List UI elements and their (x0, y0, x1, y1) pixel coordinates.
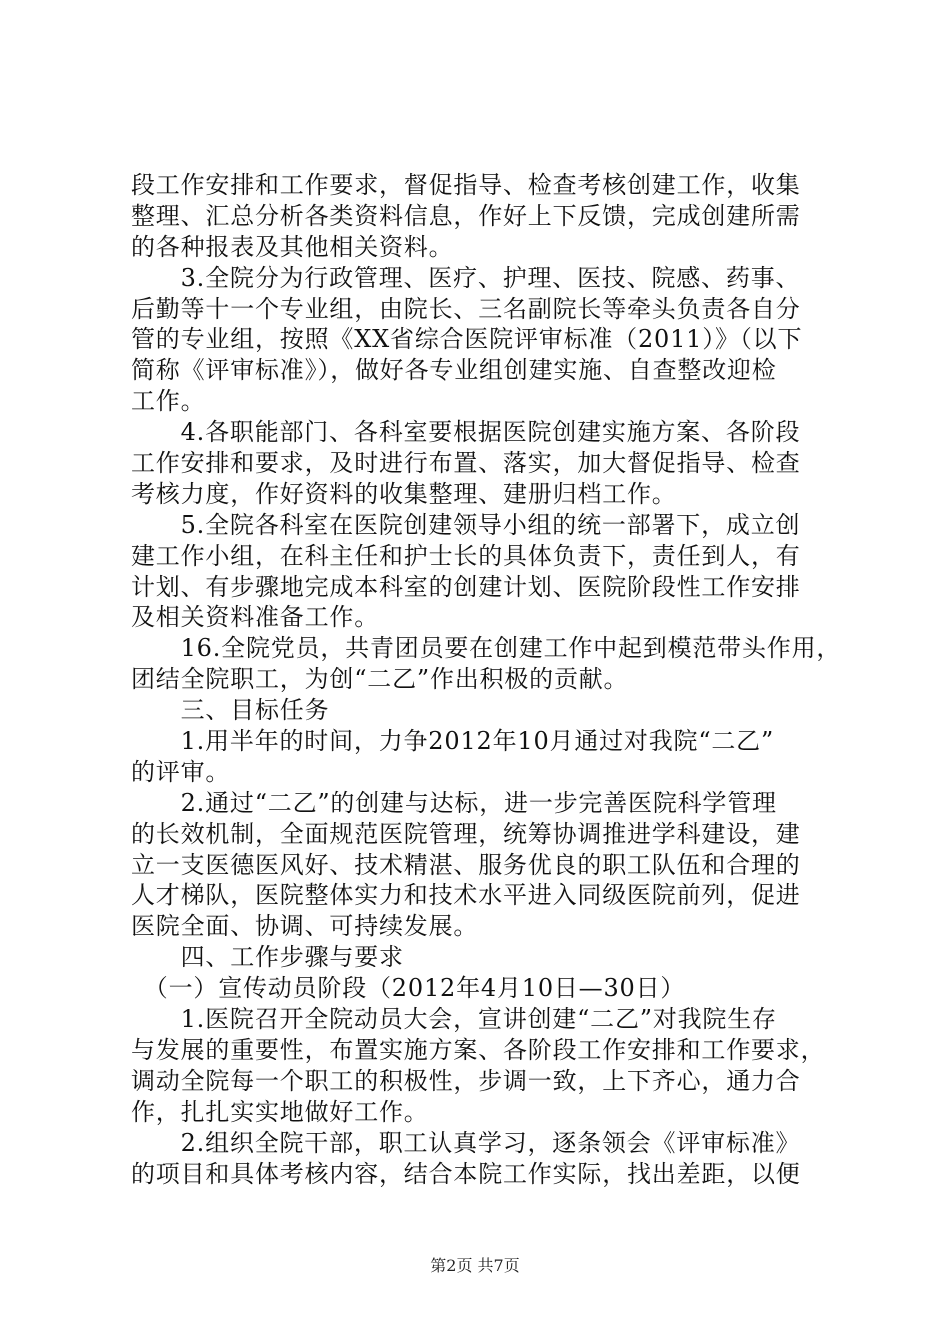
text-line: 1.用半年的时间，力争2012年10月通过对我院“二乙” (131, 727, 775, 756)
text-line: 简称《评审标准》），做好各专业组创建实施、自查整改迎检 (131, 356, 777, 385)
text-line: 工作安排和要求，及时进行布置、落实，加大督促指导、检查 (131, 449, 801, 478)
text-line: 1.医院召开全院动员大会，宣讲创建“二乙”对我院生存 (131, 1005, 777, 1034)
text-line: 计划、有步骤地完成本科室的创建计划、医院阶段性工作安排 (131, 572, 801, 601)
text-line: 后勤等十一个专业组，由院长、三名副院长等牵头负责各自分 (131, 294, 801, 323)
text-line: 的各种报表及其他相关资料。 (131, 232, 454, 261)
text-line: 建工作小组，在科主任和护士长的具体负责下，责任到人，有 (131, 541, 801, 570)
text-line: 考核力度，作好资料的收集整理、建册归档工作。 (131, 479, 677, 508)
text-line: 5.全院各科室在医院创建领导小组的统一部署下，成立创 (131, 510, 801, 539)
text-line: 整理、汇总分析各类资料信息，作好上下反馈，完成创建所需 (131, 201, 801, 230)
text-line: 4.各职能部门、各科室要根据医院创建实施方案、各阶段 (131, 418, 801, 447)
text-line: 的评审。 (131, 757, 231, 786)
text-line: 2.组织全院干部，职工认真学习，逐条领会《评审标准》 (131, 1128, 801, 1157)
subsection-heading: （一）宣传动员阶段（2012年4月10日—30日） (131, 974, 686, 1003)
text-line: 医院全面、协调、可持续发展。 (131, 912, 479, 941)
text-line: 立一支医德医风好、技术精湛、服务优良的职工队伍和合理的 (131, 850, 801, 879)
section-heading: 四、工作步骤与要求 (131, 943, 404, 972)
text-line: 管的专业组，按照《XX省综合医院评审标准（2011）》（以下 (131, 325, 803, 354)
document-body (131, 170, 842, 1189)
text-line: 工作。 (131, 387, 206, 416)
text-line: 段工作安排和工作要求，督促指导、检查考核创建工作，收集 (131, 171, 801, 199)
page-number-footer: 第2页 共7页 (430, 1256, 520, 1275)
text-line: 3.全院分为行政管理、医疗、护理、医技、院感、药事、 (131, 263, 801, 292)
text-line: 作，扎扎实实地做好工作。 (131, 1097, 429, 1126)
text-line: 的项目和具体考核内容，结合本院工作实际，找出差距，以便 (131, 1159, 801, 1188)
text-line: 调动全院每一个职工的积极性，步调一致，上下齐心，通力合 (131, 1066, 801, 1095)
text-line: 的长效机制，全面规范医院管理，统筹协调推进学科建设，建 (131, 819, 801, 848)
text-line: 2.通过“二乙”的创建与达标，进一步完善医院科学管理 (131, 788, 777, 817)
section-heading: 三、目标任务 (131, 696, 330, 725)
text-line: 人才梯队，医院整体实力和技术水平进入同级医院前列，促进 (131, 881, 801, 910)
text-line: 16.全院党员，共青团员要在创建工作中起到模范带头作用， (131, 634, 842, 663)
text-line: 团结全院职工，为创“二乙”作出积极的贡献。 (131, 665, 629, 694)
text-line: 与发展的重要性，布置实施方案、各阶段工作安排和工作要求， (131, 1035, 826, 1064)
text-line: 及相关资料准备工作。 (131, 603, 379, 632)
